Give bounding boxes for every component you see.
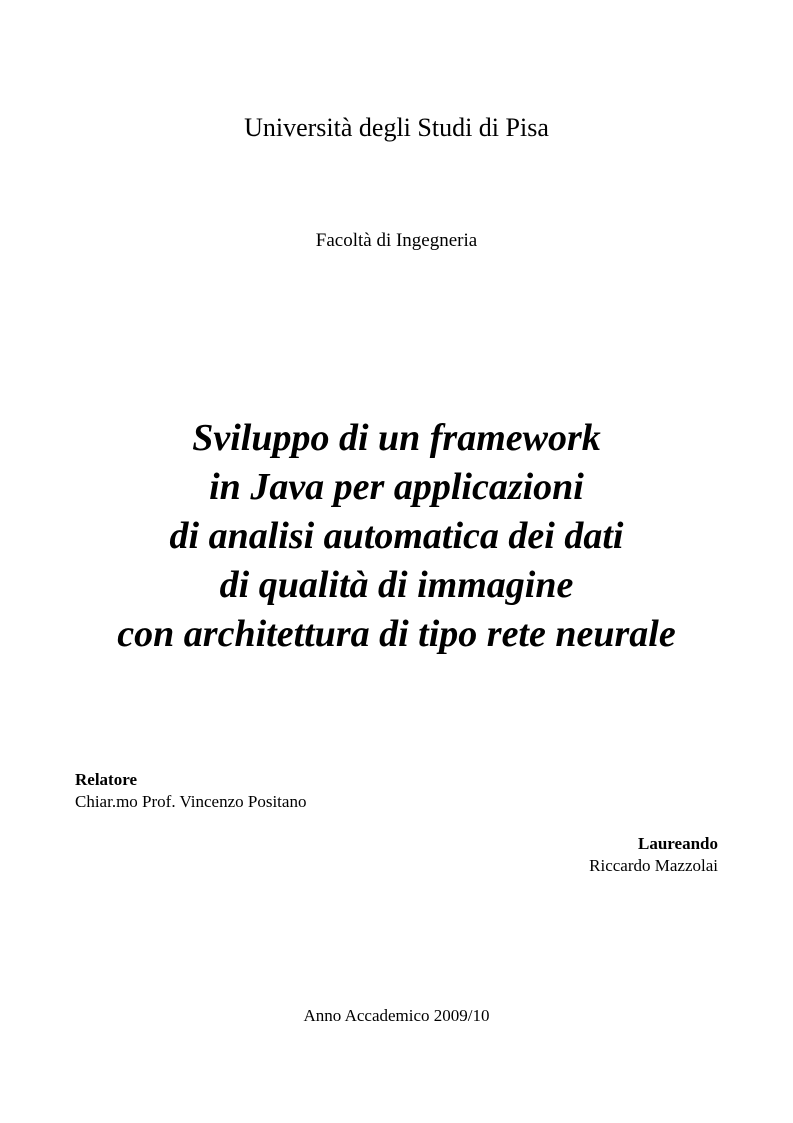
thesis-title-line: Sviluppo di un framework (192, 417, 601, 459)
thesis-title-line: con architettura di tipo rete neurale (117, 613, 676, 655)
candidate-label: Laureando (638, 834, 718, 853)
supervisor-name: Chiar.mo Prof. Vincenzo Positano (75, 792, 307, 811)
university-name: Università degli Studi di Pisa (244, 113, 549, 142)
thesis-title-line: di analisi automatica dei dati (169, 515, 624, 557)
candidate-block (589, 833, 718, 877)
thesis-title (0, 414, 793, 659)
supervisor-label: Relatore (75, 770, 137, 789)
thesis-title-line: in Java per applicazioni (209, 466, 584, 508)
thesis-title-line: di qualità di immagine (219, 564, 574, 606)
academic-year: Anno Accademico 2009/10 (303, 1006, 490, 1025)
candidate-name: Riccardo Mazzolai (589, 856, 718, 875)
supervisor-block (75, 769, 306, 813)
faculty-name: Facoltà di Ingegneria (315, 230, 478, 251)
